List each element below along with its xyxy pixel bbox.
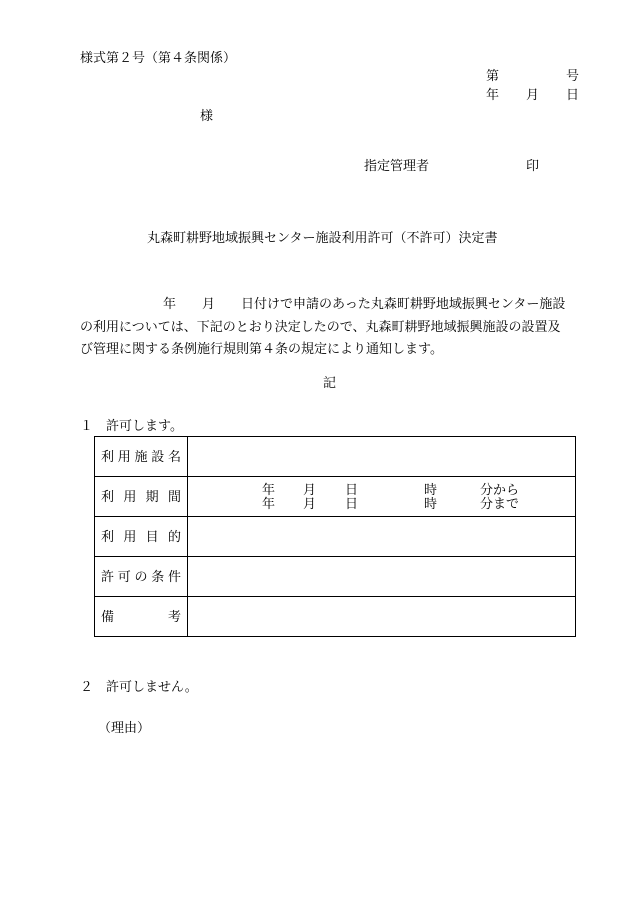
period-to-minute: 分まで (480, 497, 520, 512)
body-line2: の利用については、下記のとおり決定したので、丸森町耕野地域振興施設の設置及 (80, 320, 561, 335)
table-row-purpose (95, 517, 576, 557)
period-label: 利 用 期 間 (95, 477, 188, 517)
conditions-value (188, 557, 576, 597)
period-to-month: 月 (303, 497, 317, 512)
permit-table (94, 436, 576, 637)
purpose-value (188, 517, 576, 557)
date-year: 年 (486, 88, 500, 103)
period-to-year: 年 (262, 497, 276, 512)
facility-name-value (188, 437, 576, 477)
period-from-hour: 時 (424, 483, 438, 498)
document-title: 丸森町耕野地域振興センター施設利用許可（不許可）決定書 (147, 231, 498, 246)
period-to-day: 日 (345, 497, 359, 512)
table-row-conditions (95, 557, 576, 597)
section2-number: ２ (80, 680, 94, 695)
issuer-seal: 印 (526, 159, 540, 174)
remarks-value (188, 597, 576, 637)
section2-text: 許可しません。 (106, 680, 198, 695)
doc-number-prefix: 第 (486, 69, 500, 84)
ki-heading: 記 (323, 376, 337, 391)
reason-label: （理由） (98, 721, 151, 736)
body-line3: び管理に関する条例施行規則第４条の規定により通知します。 (80, 342, 443, 357)
issuer-title: 指定管理者 (364, 159, 430, 174)
period-from-year: 年 (262, 483, 276, 498)
period-value (188, 477, 576, 517)
table-row-period (95, 477, 576, 517)
period-from-minute: 分から (480, 483, 520, 498)
period-to-hour: 時 (424, 497, 438, 512)
form-number: 様式第２号（第４条関係） (80, 51, 237, 66)
section1-number: １ (80, 419, 94, 434)
body-line1: 日付けで申請のあった丸森町耕野地域振興センター施設 (241, 297, 566, 312)
section1-text: 許可します。 (106, 419, 183, 434)
conditions-label: 許 可 の 条 件 (95, 557, 188, 597)
date-day: 日 (566, 88, 580, 103)
addressee: 様 (200, 109, 214, 124)
table-row-remarks (95, 597, 576, 637)
date-month: 月 (526, 88, 540, 103)
period-from-day: 日 (345, 483, 359, 498)
body-year: 年 (163, 297, 177, 312)
table-row-facility (95, 437, 576, 477)
body-month: 月 (202, 297, 216, 312)
doc-number-suffix: 号 (566, 69, 580, 84)
facility-name-label: 利 用 施 設 名 (95, 437, 188, 477)
purpose-label: 利 用 目 的 (95, 517, 188, 557)
remarks-label: 備 考 (95, 597, 188, 637)
period-from-month: 月 (303, 483, 317, 498)
